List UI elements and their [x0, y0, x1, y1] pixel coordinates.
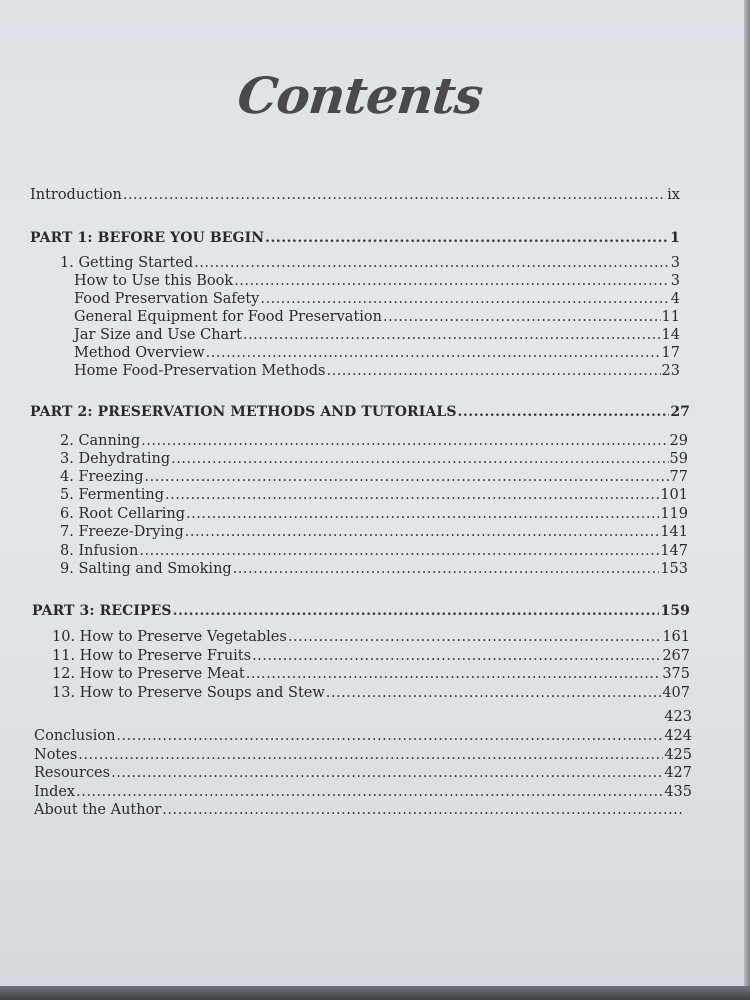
- toc-entry: [74, 363, 680, 380]
- dot-leader: [206, 345, 661, 362]
- toc-entry-label: Notes: [34, 747, 78, 763]
- dot-leader: [260, 291, 669, 308]
- toc-entry-label: 13. How to Preserve Soups and Stew: [52, 685, 325, 701]
- toc-entry-page: 423: [664, 709, 692, 725]
- dot-leader: [246, 666, 662, 683]
- dot-leader: [234, 273, 670, 290]
- toc-entry: [52, 648, 690, 665]
- toc-entry: [60, 487, 688, 504]
- dot-leader: [111, 765, 663, 782]
- toc-entry-page: 3: [670, 273, 680, 289]
- dot-leader: [288, 629, 661, 646]
- dot-leader: [233, 561, 660, 578]
- dot-leader: [116, 728, 663, 745]
- toc-entry: [60, 451, 688, 468]
- dot-leader: [186, 506, 659, 523]
- dot-leader: [458, 404, 670, 421]
- toc-entry-notes: [34, 747, 692, 764]
- toc-entry: [60, 469, 688, 486]
- dot-leader: [194, 255, 670, 272]
- toc-entry-label: 10. How to Preserve Vegetables: [52, 629, 287, 645]
- toc-entry-page: 4: [670, 291, 680, 307]
- dot-leader: [185, 524, 660, 541]
- toc-entry-page: 119: [660, 506, 688, 522]
- toc-entry-page: ix: [667, 187, 680, 203]
- toc-entry: [60, 506, 688, 523]
- toc-part-page: 159: [660, 603, 690, 619]
- toc-entry-page: 424: [664, 728, 692, 744]
- toc-entry-label: 11. How to Preserve Fruits: [52, 648, 252, 664]
- toc-part-heading: [30, 404, 690, 421]
- dot-leader: [243, 327, 661, 344]
- toc-entry-label: Conclusion: [34, 728, 116, 744]
- toc-entry: [52, 685, 690, 702]
- toc-entry: [60, 561, 688, 578]
- dot-leader: [265, 230, 669, 247]
- dot-leader: [165, 487, 659, 504]
- toc-part-page: 27: [670, 404, 690, 420]
- toc-entry: [74, 273, 680, 290]
- toc-entry-page: 59: [669, 451, 688, 467]
- toc-entry-page: 77: [669, 469, 688, 485]
- toc-entry-label: Jar Size and Use Chart: [74, 327, 242, 343]
- toc-entry-label: 4. Freezing: [60, 469, 144, 485]
- dot-leader: [78, 747, 663, 764]
- toc-entry: [74, 291, 680, 308]
- toc-entry-page: 101: [660, 487, 688, 503]
- toc-entry-label: Resources: [34, 765, 111, 781]
- dot-leader: [162, 802, 683, 819]
- toc-entry-label: Method Overview: [74, 345, 205, 361]
- dot-leader: [383, 309, 661, 326]
- toc-entry-page: 3: [670, 255, 680, 271]
- contents-title: Contents: [234, 66, 486, 125]
- toc-entry-page: 435: [664, 784, 692, 800]
- toc-entry-label: 3. Dehydrating: [60, 451, 171, 467]
- toc-entry: [52, 629, 690, 646]
- toc-entry-label: 7. Freeze-Drying: [60, 524, 184, 540]
- toc-entry-page: 407: [662, 685, 690, 701]
- toc-entry-label: Food Preservation Safety: [74, 291, 260, 307]
- toc-entry-label: 8. Infusion: [60, 543, 139, 559]
- page-edge: [744, 0, 750, 1000]
- toc-entry: [74, 327, 680, 344]
- toc-entry-label: 12. How to Preserve Meat: [52, 666, 245, 682]
- toc-entry-page: 427: [664, 765, 692, 781]
- toc-entry: [60, 255, 680, 272]
- toc-entry-label: 5. Fermenting: [60, 487, 164, 503]
- toc-entry: [74, 345, 680, 362]
- toc-entry-page: 161: [662, 629, 690, 645]
- toc-part-heading: [32, 603, 690, 620]
- toc-entry: [60, 524, 688, 541]
- toc-entry-conclusion: [34, 728, 692, 745]
- toc-entry: [74, 309, 680, 326]
- dot-leader: [326, 363, 660, 380]
- toc-entry-page: 375: [662, 666, 690, 682]
- dot-leader: [171, 451, 668, 468]
- toc-part-heading: [30, 230, 680, 247]
- toc-entry-page: 14: [661, 327, 680, 343]
- toc-entry-page: 23: [661, 363, 680, 379]
- toc-entry-label: General Equipment for Food Preservation: [74, 309, 382, 325]
- dot-leader: [326, 685, 662, 702]
- dot-leader: [252, 648, 661, 665]
- toc-entry-page: 29: [669, 433, 688, 449]
- toc-part-label: PART 3: RECIPES: [32, 603, 172, 619]
- dot-leader: [139, 543, 659, 560]
- toc-entry-page: 425: [664, 747, 692, 763]
- toc-entry-label: Introduction: [30, 187, 122, 203]
- dot-leader: [145, 469, 669, 486]
- toc-entry-label: 1. Getting Started: [60, 255, 194, 271]
- dot-leader: [123, 187, 666, 204]
- toc-entry-label: 2. Canning: [60, 433, 141, 449]
- toc-entry-label: Home Food-Preservation Methods: [74, 363, 326, 379]
- toc-entry-label: 6. Root Cellaring: [60, 506, 186, 522]
- toc-entry: [60, 433, 688, 450]
- toc-entry-index: [34, 784, 692, 801]
- bottom-shadow: [0, 986, 750, 1000]
- toc-part-label: PART 1: BEFORE YOU BEGIN: [30, 230, 265, 246]
- dot-leader: [173, 603, 660, 620]
- toc-entry-introduction: [30, 187, 680, 204]
- toc-entry-label: 9. Salting and Smoking: [60, 561, 232, 577]
- toc-entry-label: Index: [34, 784, 76, 800]
- toc-entry-resources: [34, 765, 692, 782]
- toc-entry-label: How to Use this Book: [74, 273, 234, 289]
- toc-entry-page: 267: [662, 648, 690, 664]
- toc-entry-page: 147: [660, 543, 688, 559]
- toc-entry-about-the-author: [34, 802, 684, 819]
- toc-entry-page: 141: [660, 524, 688, 540]
- toc-part-label: PART 2: PRESERVATION METHODS AND TUTORIALS: [30, 404, 457, 420]
- toc-entry-page: 153: [660, 561, 688, 577]
- dot-leader: [141, 433, 668, 450]
- toc-entry-page: 11: [661, 309, 680, 325]
- toc-entry-label: About the Author: [34, 802, 162, 818]
- toc-entry-page: 17: [661, 345, 680, 361]
- toc-entry: [600, 709, 692, 726]
- toc-entry: [60, 543, 688, 560]
- toc-part-page: 1: [670, 230, 680, 246]
- dot-leader: [76, 784, 663, 801]
- toc-entry: [52, 666, 690, 683]
